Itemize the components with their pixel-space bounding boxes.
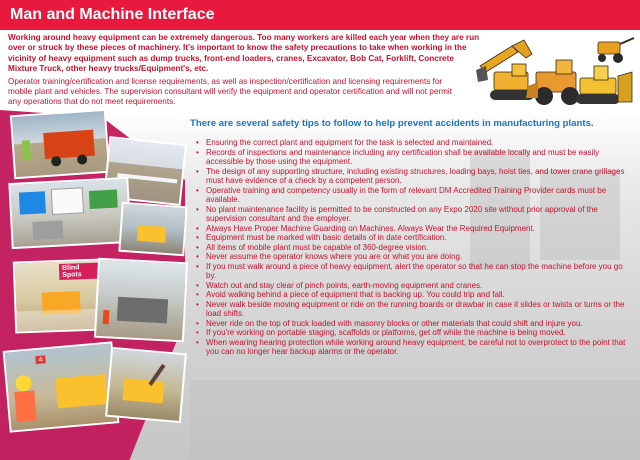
list-item: • No plant maintenance facility is permitted to be constructed on any Expo 2020 site without prior approval of the supervision consultant and the employer. <box>196 205 632 224</box>
list-item: • Watch out and stay clear of pinch points, earth-moving equipment and cranes. <box>196 281 632 291</box>
photo-signs <box>8 177 131 249</box>
photo-collage <box>0 110 190 460</box>
list-item: • When wearing hearing protection while working around heavy equipment, be careful not to overprotect to the point that you can no longer hear backup alarms or the operator. <box>196 338 632 357</box>
photo-dump-truck <box>94 258 188 343</box>
photo-blind-spots <box>13 258 105 333</box>
list-item: • Equipment must be marked with basic details of in date certification. <box>196 233 632 243</box>
loader-icon <box>526 60 579 105</box>
list-item: • Operative training and competency usually in the form of relevant DM Accredited Training Provider cards must be available. <box>196 186 632 205</box>
safety-tips-list <box>196 138 632 357</box>
list-item: • If you're working on portable staging, scaffolds or platforms, get off while the machine is being moved. <box>196 328 632 338</box>
photo-truck <box>10 109 110 180</box>
bulldozer-icon <box>576 66 632 104</box>
list-item: • Never walk beside moving equipment or ride on the running boards or drawbar in case it slides or twists or turns or the load shifts. <box>196 300 632 319</box>
heavy-equipment-illustration <box>472 36 636 118</box>
list-item: • If you must walk around a piece of heavy equipment, alert the operator so that he can stop the machine before you go by. <box>196 262 632 281</box>
intro-paragraph: Operator training/certification and license requirements, as well as inspection/certification and licensing requirements for mobile plant and vehicles. The supervision consultant will verify the equipment and operator certification and will not permit any operations that do not meet requirements. <box>8 77 453 107</box>
page-title: Man and Machine Interface <box>10 6 215 23</box>
background-ground <box>190 380 640 460</box>
intro-paragraph-bold: Working around heavy equipment can be extremely dangerous. Too many workers are killed each year when they are run over or struck by these pieces of machinery. It's important to know the safety precautions to take when working in the vicinity of heavy equipment such as dump trucks, front-end loaders, cranes, Excavator, Bob Cat, Forklift, Concrete Mixture Truck, other heavy trucks/Equipment's, etc. <box>8 33 480 73</box>
tips-heading: There are several safety tips to follow to help prevent accidents in manufacturing plants. <box>190 118 594 129</box>
blind-spots-label: Blind Spots <box>59 263 102 280</box>
list-item: • Ensuring the correct plant and equipment for the task is selected and maintained. <box>196 138 632 148</box>
photo-excavator <box>105 347 187 423</box>
backhoe-icon <box>598 38 634 63</box>
list-item: • Always Have Proper Machine Guarding on Machines. Always Wear the Required Equipment. <box>196 224 632 234</box>
photo-worker: ⚠ <box>3 341 120 432</box>
title-bar <box>0 0 640 30</box>
list-item: • Never ride on the top of truck loaded with masonry blocks or other materials that could shift and injure you. <box>196 319 632 329</box>
list-item: • Records of inspections and maintenance including any certification shall be available locally and must be easily accessible by those using the equipment. <box>196 148 632 167</box>
list-item: • Avoid walking behind a piece of equipment that is backing up. You could trip and fall. <box>196 290 632 300</box>
list-item: • The design of any supporting structure, including existing structures, loading bays, hoist ties, and tower crane grillages must have evidence of a check by a competent person. <box>196 167 632 186</box>
excavator-icon <box>476 40 534 100</box>
list-item: • Never assume the operator knows where you are or what you are doing. <box>196 252 632 262</box>
list-item: • All items of mobile plant must be capable of 360-degree vision. <box>196 243 632 253</box>
photo-loader <box>118 202 187 256</box>
